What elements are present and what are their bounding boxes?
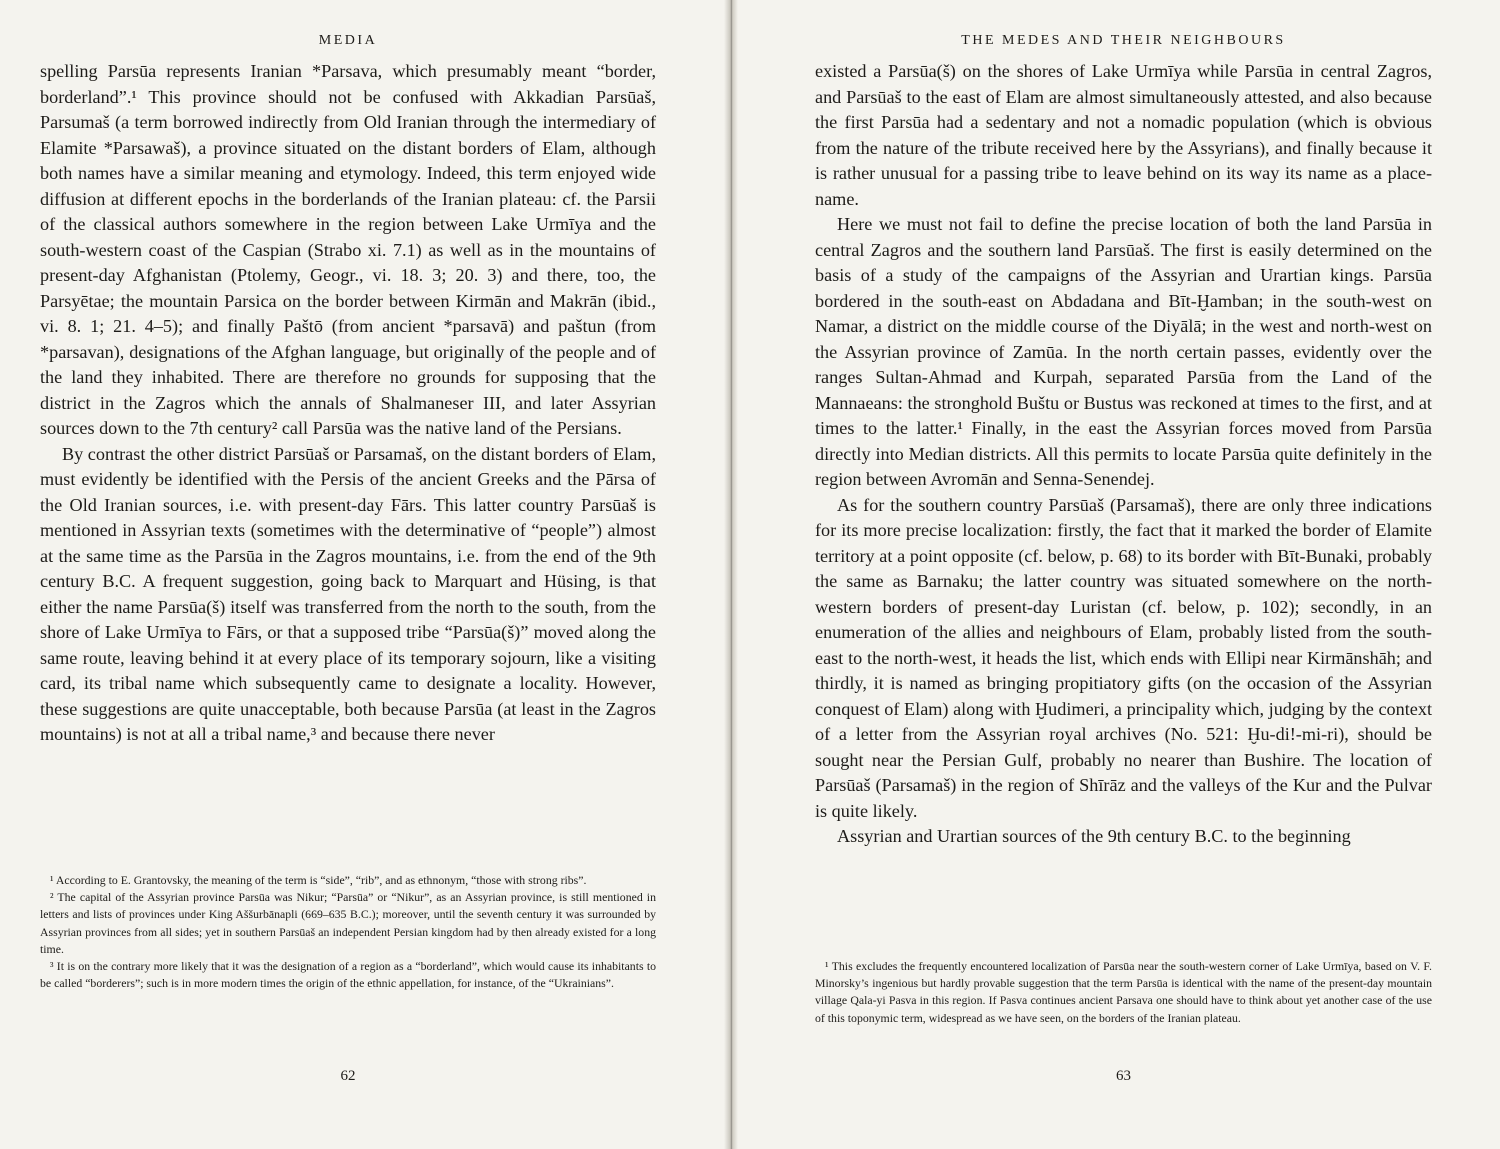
paragraph: Assyrian and Urartian sources of the 9th century B.C. to the beginning bbox=[837, 826, 1351, 846]
page-number: 62 bbox=[340, 1068, 356, 1084]
right-page bbox=[815, 0, 1432, 1149]
paragraph: As for the southern country Parsūaš (Parsamaš), there are only three indications for its more precise localization: firstly, the fact that it marked the border of Elamite territory at a point opposite (cf. below, p. 68) to its border with Bīt-Bunaki, probably the same as Barnaku; the latter country was situated somewhere on the north-western borders of present-day Luristan (cf. below, p. 102); secondly, in an enumeration of the allies and neighbours of Elam, probably listed from the south-east to the north-west, it heads the list, which ends with Ellipi near Kirmānshāh; and thirdly, it is named as bringing propitiatory gifts (on the occasion of the Assyrian conquest of Elam) along with Ḫudimeri, a principality which, judging by the context of a letter from the Assyrian royal archives (No. 521: Ḫu-di!-mi-ri), should be sought near the Persian Gulf, probably no nearer than Bushire. The location of Parsūaš (Parsamaš) in the region of Shīrāz and the valleys of the Kur and the Pulvar is quite likely. bbox=[815, 494, 1432, 821]
footnotes bbox=[40, 872, 656, 992]
footnote: ³ It is on the contrary more likely that it was the designation of a region as a “borderland”, which would cause its inhabitants to be called “borderers”; such is in more modern times the origin of the ethnic appellation, for instance, of the “Ukrainians”. bbox=[40, 959, 656, 991]
body-text bbox=[815, 59, 1432, 850]
footnote: ² The capital of the Assyrian province Parsūa was Nikur; “Parsūa” or “Nikur”, as an Assyrian province, is still mentioned in letters and lists of provinces under King Aššurbānapli (669–635 B.C.); moreover, until the seventh century it was surrounded by Assyrian provinces from all sides; yet in southern Parsūaš an independent Persian kingdom had by then already existed for a long time. bbox=[40, 890, 656, 956]
page-number: 63 bbox=[1116, 1068, 1131, 1084]
paragraph: By contrast the other district Parsūaš or Parsamaš, on the distant borders of Elam, must evidently be identified with the Persis of the ancient Greeks and the Pārsa of the Old Iranian sources, i.e. with present-day Fārs. This latter country Parsūaš is mentioned in Assyrian texts (sometimes with the determinative of “people”) almost at the same time as the Parsūa in the Zagros mountains, i.e. from the end of the 9th century B.C. A frequent suggestion, going back to Marquart and Hüsing, is that either the name Parsūa(š) itself was transferred from the north to the south, from the shore of Lake Urmīya to Fārs, or that a supposed tribe “Parsūa(š)” moved along the same route, leaving behind it at every place of its temporary sojourn, like a visiting card, its tribal name which subsequently came to designate a locality. However, these suggestions are quite unacceptable, both because Parsūa (at least in the Zagros mountains) is not at all a tribal name,³ and because there never bbox=[40, 443, 656, 744]
left-page bbox=[40, 0, 656, 1149]
footnotes bbox=[815, 958, 1432, 1027]
footnote: ¹ This excludes the frequently encountered localization of Parsūa near the south-western corner of Lake Urmīya, based on V. F. Minorsky’s ingenious but hardly provable suggestion that the term Parsūa is identical with the name of the present-day mountain village Qala-yi Pasva in this region. If Pasva continues ancient Parsava one should have to think about yet another case of the use of this toponymic term, widespread as we have seen, on the borders of the Iranian plateau. bbox=[815, 959, 1432, 1025]
paragraph: spelling Parsūa represents Iranian *Parsava, which presumably meant “border, borderland”.¹ This province should not be confused with Akkadian Parsūaš, Parsumaš (a term borrowed indirectly from Old Iranian through the intermediary of Elamite *Parsawaš), a province situated on the distant borders of Elam, although both names have a similar meaning and etymology. Indeed, this term enjoyed wide diffusion at different epochs in the borderlands of the Iranian plateau: cf. the Parsii of the classical authors somewhere in the region between Lake Urmīya and the south-western coast of the Caspian (Strabo xi. 7.1) as well as in the mountains of present-day Afghanistan (Ptolemy, Geogr., vi. 18. 3; 20. 3) and there, too, the Parsyētae; the mountain Parsica on the border between Kirmān and Makrān (ibid., vi. 8. 1; 21. 4–5); and finally Paštō (from ancient *parsavā) and paštun (from *parsavan), designations of the Afghan language, but originally of the people and of the land they inhabited. There are therefore no grounds for supposing that the district in the Zagros which the annals of Shalmaneser III, and later Assyrian sources down to the 7th century² call Parsūa was the native land of the Persians. bbox=[40, 61, 656, 438]
body-text bbox=[40, 59, 656, 748]
paragraph: existed a Parsūa(š) on the shores of Lake Urmīya while Parsūa in central Zagros, and Parsūaš to the east of Elam are almost simultaneously attested, and also because the first Parsūa had a sedentary and not a nomadic population (which is obvious from the nature of the tribute received here by the Assyrians), and finally because it is rather unusual for a passing tribe to leave behind on its way its name as a place-name. bbox=[815, 61, 1432, 209]
running-head: THE MEDES AND THEIR NEIGHBOURS bbox=[961, 33, 1286, 48]
footnote: ¹ According to E. Grantovsky, the meaning of the term is “side”, “rib”, and as ethnonym, “those with strong ribs”. bbox=[50, 873, 587, 887]
book-gutter bbox=[724, 0, 738, 1149]
paragraph: Here we must not fail to define the precise location of both the land Parsūa in central Zagros and the southern land Parsūaš. The first is easily determined on the basis of a study of the campaigns of the Assyrian and Urartian kings. Parsūa bordered in the south-east on Abdadana and Bīt-Ḫamban; in the south-west on Namar, a district on the middle course of the Diyālā; in the west and north-west on the Assyrian province of Zamūa. In the north certain passes, evidently over the ranges Sultan-Ahmad and Kurpah, separated Parsūa from the Land of the Mannaeans: the stronghold Buštu or Bustus was reckoned at times to the first, and at times to the latter.¹ Finally, in the east the Assyrian forces moved from Parsūa directly into Median districts. All this permits to locate Parsūa quite definitely in the region between Avromān and Senna-Senendej. bbox=[815, 214, 1432, 489]
running-head: MEDIA bbox=[318, 33, 378, 48]
